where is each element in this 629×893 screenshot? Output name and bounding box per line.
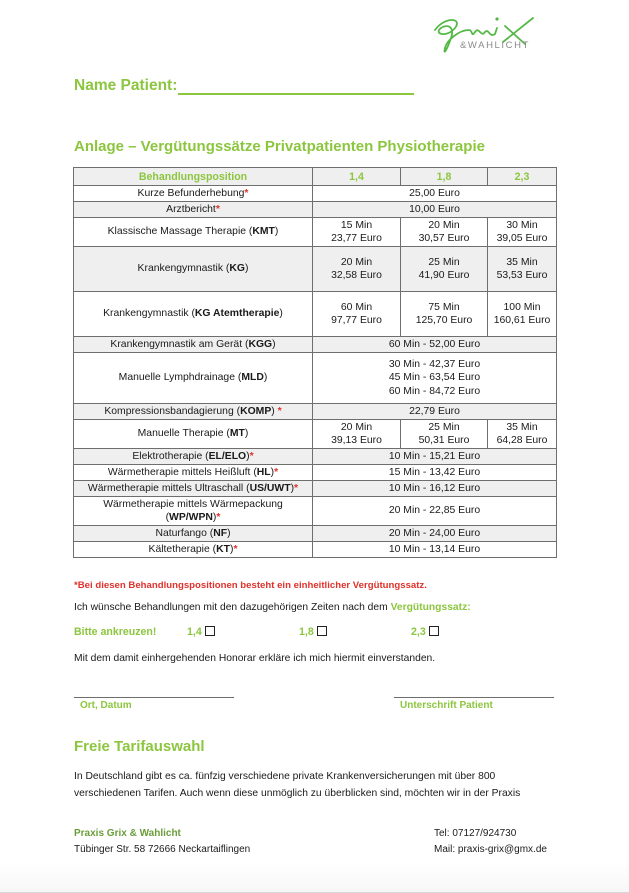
treatment-name: Wärmetherapie mittels Wärmepackung [103,498,283,510]
rate-cell-merged: 10,00 Euro [313,202,557,218]
rate-cell-merged: 10 Min - 16,12 Euro [313,481,557,497]
rate-cell [488,420,557,449]
treatment-paren: ) [290,482,295,494]
table-row [74,420,557,449]
rate-duration: 100 Min [503,301,541,313]
footer-left [74,826,250,857]
table-row [74,497,557,526]
rate-cell [313,247,401,292]
rate-duration: 20 Min [428,219,460,231]
treatment-name-cell [74,218,313,247]
rate-price: 39,13 Euro [331,435,382,446]
patient-name-label: Name Patient: [74,77,178,94]
header-behandlungsposition: Behandlungsposition [74,168,313,186]
treatment-paren: ) [229,543,234,555]
treatment-abbreviation: KMT [252,226,275,238]
rate-option-label: 1,8 [299,626,314,638]
rate-checkbox-row [74,626,554,642]
treatment-paren: ) [244,263,249,275]
table-row [74,292,557,337]
treatment-name-cell [74,247,313,292]
treatment-abbreviation: HL [256,466,271,478]
uniform-rate-asterisk: * [249,450,254,462]
rate-option-label: 2,3 [411,626,426,638]
page-bottom-edge [0,862,629,893]
rate-duration: 75 Min [428,301,460,313]
checkbox-2-3[interactable] [429,626,439,636]
rate-duration: 15 Min [340,219,373,231]
treatment-name: Elektrotherapie ( [132,450,209,462]
table-row [74,353,557,404]
rate-price: 41,90 Euro [418,270,470,281]
treatment-name: Manuelle Lymphdrainage ( [118,372,242,384]
uniform-rate-asterisk: * [274,466,279,478]
rate-duration: 20 Min [340,256,373,268]
rate-price: 64,28 Euro [496,435,548,446]
rate-cell [401,247,488,292]
rate-cell-merged: 10 Min - 13,14 Euro [313,542,557,558]
section-paragraph: In Deutschland gibt es ca. fünfzig verschiedene private Krankenversicherungen mit über 800 verschiedenen Tarifen. Auch wenn diese unmöglich zu überblicken sind, möchten wir in der Praxis [74,771,521,799]
table-row [74,449,557,465]
checkbox-1-4[interactable] [205,626,215,636]
rate-price: 30,57 Euro [418,233,470,244]
rate-price: 23,77 Euro [331,233,382,244]
treatment-paren: ) [212,512,217,523]
wish-highlight: Vergütungssatz: [390,602,471,613]
rate-cell-merged: 10 Min - 15,21 Euro [313,449,557,465]
rate-option-1-8[interactable] [299,626,327,638]
footer-mail: Mail: praxis-grix@gmx.de [434,843,547,855]
rate-cell [401,292,488,337]
footer-firm-name: Praxis Grix & Wahlicht [74,828,181,839]
consent-statement: Mit dem damit einhergehenden Honorar erkläre ich mich hiermit einverstanden. [74,653,436,664]
treatment-name: Krankengymnastik ( [137,263,230,275]
treatment-name-cell [74,420,313,449]
footnote: *Bei diesen Behandlungspositionen besteht ein einheitlicher Vergütungssatz. [74,580,427,591]
uniform-rate-asterisk: * [233,543,238,555]
treatment-name-cont: ( [165,512,170,523]
rate-price: 32,58 Euro [331,270,382,281]
place-date-label: Ort, Datum [80,700,132,711]
table-row [74,481,557,497]
treatment-abbreviation: KG Atemtherapie [194,308,280,320]
uniform-rate-asterisk: * [215,203,220,215]
treatment-name-cell [74,202,313,218]
treatment-name-cell [74,465,313,481]
rate-cell [313,292,401,337]
header-rate-1-8: 1,8 [401,168,488,186]
rate-line: 60 Min - 84,72 Euro [388,385,481,397]
treatment-name: Kältetherapie ( [148,543,217,555]
treatment-paren: ) [244,428,249,440]
rate-cell-merged: 15 Min - 13,42 Euro [313,465,557,481]
treatment-name-cell [74,481,313,497]
rate-price: 160,61 Euro [493,315,551,326]
rate-cell [401,218,488,247]
uniform-rate-asterisk: * [294,482,299,494]
section-heading: Freie Tarifauswahl [74,738,205,755]
wish-statement [74,602,471,613]
rate-cell-merged: 22,79 Euro [313,404,557,420]
table-row [74,186,557,202]
treatment-name: Manuelle Therapie ( [137,428,230,440]
treatment-abbreviation: KGG [248,338,273,350]
treatment-name: Krankengymnastik am Gerät ( [110,338,249,350]
rate-cell [313,420,401,449]
rate-line: 30 Min - 42,37 Euro [388,358,481,370]
table-row [74,526,557,542]
treatment-abbreviation: MLD [241,372,264,384]
rate-cell-merged: 20 Min - 24,00 Euro [313,526,557,542]
rate-cell-merged: 20 Min - 22,85 Euro [313,497,557,526]
rate-price: 97,77 Euro [331,315,382,326]
rates-table [73,167,557,558]
header-rate-2-3: 2,3 [488,168,557,186]
treatment-name-cell [74,186,313,202]
table-row [74,542,557,558]
treatment-paren: ) [263,372,268,384]
table-row [74,202,557,218]
footer-address: Tübinger Str. 58 72666 Neckartaiflingen [74,843,251,855]
logo-subtitle: &WAHLICHT [460,40,530,51]
uniform-rate-asterisk: * [244,187,249,199]
treatment-abbreviation: EL/ELO [208,450,247,462]
treatment-name-cell [74,353,313,404]
uniform-rate-asterisk: * [216,512,221,523]
table-header-row [74,168,557,186]
rate-cell [488,292,557,337]
rate-cell [488,218,557,247]
rate-cell-merged: 25,00 Euro [313,186,557,202]
rate-duration: 60 Min [340,301,373,313]
rate-option-2-3[interactable] [411,626,439,638]
uniform-rate-asterisk: * [277,405,282,417]
rate-duration: 35 Min [506,256,538,268]
treatment-name: Kurze Befunderhebung [137,187,245,199]
table-row [74,247,557,292]
treatment-name: Krankengymnastik ( [103,308,195,320]
treatment-name-cell [74,404,313,420]
rate-line: 45 Min - 63,54 Euro [388,372,481,384]
rate-cell [401,420,488,449]
rate-cell [488,247,557,292]
rate-option-label: 1,4 [187,626,202,638]
treatment-paren: ) [274,226,279,238]
treatment-paren: ) [271,405,278,417]
treatment-name: Wärmetherapie mittels Heißluft ( [107,466,257,478]
footer-right [434,826,547,857]
signature-label: Unterschrift Patient [400,700,493,711]
treatment-name: Wärmetherapie mittels Ultraschall ( [87,482,250,494]
treatment-paren: ) [227,527,231,539]
treatment-abbreviation: WP/WPN [169,512,213,523]
checkbox-1-8[interactable] [317,626,327,636]
treatment-name-cell [74,526,313,542]
treatment-name-cell [74,449,313,465]
treatment-abbreviation: MT [229,428,245,440]
treatment-name-cell [74,292,313,337]
patient-name-underline[interactable] [178,78,414,95]
treatment-name: Naturfango ( [155,527,214,539]
rate-cell [313,218,401,247]
treatment-abbreviation: US/UWT [249,482,291,494]
table-row [74,337,557,353]
patient-name-field[interactable] [74,77,414,95]
rate-price: 125,70 Euro [415,315,473,326]
page-title: Anlage – Vergütungssätze Privatpatienten Physiotherapie [74,138,485,155]
treatment-abbreviation: NF [213,527,228,539]
rate-price: 39,05 Euro [496,233,548,244]
rate-price: 50,31 Euro [418,435,470,446]
rate-duration: 35 Min [506,421,538,433]
table-row [74,404,557,420]
rate-option-1-4[interactable] [187,626,215,638]
rates-table-body [74,186,557,558]
treatment-name-cell [74,497,313,526]
table-row [74,218,557,247]
header-rate-1-4: 1,4 [313,168,401,186]
treatment-name: Klassische Massage Therapie ( [107,226,253,238]
treatment-paren: ) [272,338,276,350]
treatment-name-cell [74,337,313,353]
treatment-abbreviation: KT [216,543,230,555]
rate-duration: 25 Min [428,421,460,433]
rate-duration: 25 Min [428,256,460,268]
rate-price: 53,53 Euro [496,270,548,281]
treatment-abbreviation: KOMP [240,405,272,417]
table-row [74,465,557,481]
rate-duration: 30 Min [506,219,538,231]
treatment-paren: ) [279,308,283,320]
treatment-name-cell [74,542,313,558]
check-instruction: Bitte ankreuzen! [74,626,157,638]
treatment-name: Kompressionsbandagierung ( [104,405,241,417]
footer-tel: Tel: 07127/924730 [434,828,517,839]
signature-line[interactable] [394,697,554,698]
rate-cell-merged: 60 Min - 52,00 Euro [313,337,557,353]
place-date-line[interactable] [74,697,234,698]
treatment-paren: ) [270,466,275,478]
treatment-abbreviation: KG [229,263,245,275]
rate-cell-merged [313,353,557,404]
wish-text: Ich wünsche Behandlungen mit den dazugehörigen Zeiten nach dem [74,602,391,613]
treatment-name: Arztbericht [166,203,216,215]
rate-duration: 20 Min [340,421,373,433]
treatment-paren: ) [246,450,250,462]
